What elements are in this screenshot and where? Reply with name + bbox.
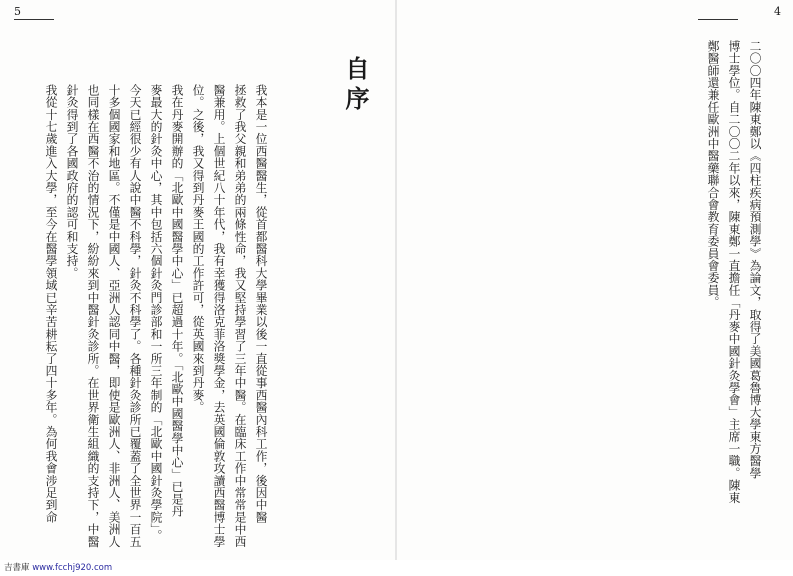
text-line: 二〇〇四年陳東鄭以《四柱疾病預測學》為論文，取得了美國葛魯博大學東方醫學 <box>748 40 762 480</box>
site-watermark <box>4 561 112 573</box>
text-line: 也同樣在西醫不治的情況下，紛紛來到中醫針灸診所。在世界衛生組織的支持下，中醫 <box>86 84 100 548</box>
right-page-number-rule <box>698 19 738 20</box>
text-line: 麥最大的針灸中心，其中包括六個針灸門診部和一所三年制的「北歐中國針灸學院」。 <box>149 84 163 542</box>
right-page-text <box>702 40 765 504</box>
left-page-text <box>40 84 271 548</box>
left-page-number: 5 <box>14 5 21 18</box>
book-gutter <box>395 0 397 560</box>
text-line: 位。之後，我又得到丹麥王國的工作許可，從英國來到丹麥。 <box>191 84 205 414</box>
text-line: 我本是一位西醫醫生，從首都醫科大學畢業以後一直從事西醫內科工作，後因中醫 <box>254 84 268 524</box>
left-page-number-rule <box>14 19 54 20</box>
text-line: 十多個國家和地區。不僅是中國人、亞洲人認同中醫，即使是歐洲人、非洲人、美洲人 <box>107 84 121 548</box>
text-line: 我從十七歲進入大學，至今在醫學領域已辛苦耕耘了四十多年。為何我會涉足到命 <box>44 84 58 524</box>
watermark-site-name: 吉書庫 <box>4 563 30 573</box>
footer-strip <box>0 560 793 576</box>
text-line: 醫兼用。上個世紀八十年代，我有幸獲得洛克菲洛獎學金，去英國倫敦攻讀西醫博士學 <box>212 84 226 548</box>
chapter-title: 自序 <box>341 56 369 116</box>
text-line: 針灸得到了各國政府的認可和支持。 <box>65 84 79 280</box>
text-line: 拯救了我父親和弟弟的兩條性命，我又堅持學習了三年中醫。在臨床工作中常常是中西 <box>233 84 247 548</box>
right-page-number: 4 <box>774 5 781 18</box>
watermark-url: www.fcchj920.com <box>32 563 113 573</box>
text-line: 博士學位。自二〇〇二年以來，陳東鄭一直擔任「丹麥中國針灸學會」主席一職。陳東 <box>727 40 741 504</box>
text-line: 鄭醫師還兼任歐洲中醫藥聯合會教育委員會委員。 <box>706 40 720 309</box>
text-line: 今天已經很少有人說中醫不科學，針灸不科學了。各種針灸診所已覆蓋了全世界一百五 <box>128 84 142 548</box>
text-line: 我在丹麥開辦的「北歐中國醫學中心」已超過十年。「北歐中國醫學中心」已是丹 <box>170 84 184 518</box>
